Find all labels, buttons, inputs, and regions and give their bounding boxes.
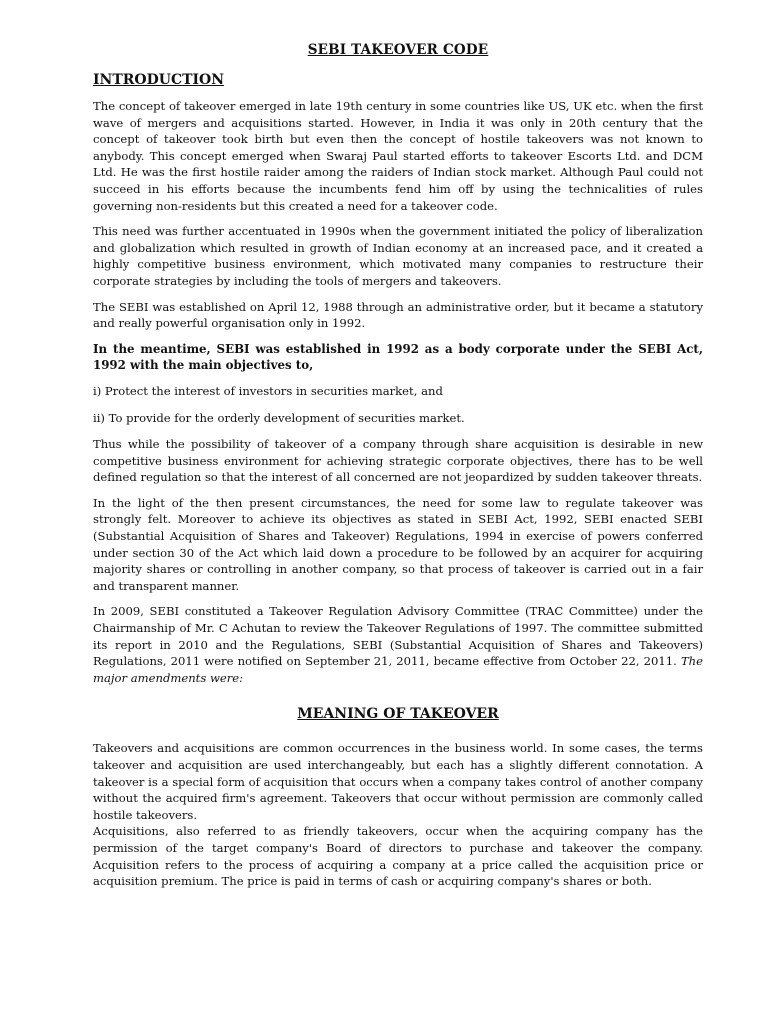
amendments-lead-in: The major amendments were: [93, 654, 704, 685]
intro-paragraph-3: The SEBI was established on April 12, 1988 through an administrative order, but it became a statutory and really powerful organisation only in 1992. [93, 299, 703, 331]
intro-paragraph-6: In the light of the then present circumstances, the need for some law to regulate takeover was strongly felt. Moreover to achieve its objectives as stated in SEBI Act, 1992, SEBI enacted SEBI (Substantial Acquisition of Shares and Takeover) Regulations, 1994 in exercise of powers conferred under section 30 of the Act which laid down a procedure to be followed by an acquirer for acquiring majority shares or controlling in another company, so that process of takeover is carried out in a fair and transparent manner. [93, 495, 703, 593]
introduction-heading: INTRODUCTION [93, 72, 225, 88]
intro-paragraph-1: The concept of takeover emerged in late 19th century in some countries like US, UK etc. when the first wave of mergers and acquisitions started. However, in India it was only in 20th century that the concept of takeover took birth but even then the concept of hostile takeovers was not known to anybody. This concept emerged when Swaraj Paul started efforts to takeover Escorts Ltd. and DCM Ltd. He was the first hostile raider among the raiders of Indian stock market. Although Paul could not succeed in his efforts because the incumbents fend him off by using the technicalities of rules governing non-residents but this created a need for a takeover code. [93, 99, 703, 213]
intro-paragraph-5: Thus while the possibility of takeover of a company through share acquisition is desirable in new competitive business environment for achieving strategic corporate objectives, there has to be well defined regulation so that the interest of all concerned are not jeopardized by sudden takeover threats. [93, 437, 703, 485]
intro-paragraph-7-text: In 2009, SEBI constituted a Takeover Regulation Advisory Committee (TRAC Committee) under the Chairmanship of Mr. C Achutan to review the Takeover Regulations of 1997. The committee submitted its report in 2010 and the Regulations, SEBI (Substantial Acquisition of Shares and Takeovers) Regulations, 2011 were notified on September 21, 2011, became effective from October 22, 2011. [93, 604, 703, 669]
meaning-paragraph-2: Acquisitions, also referred to as friendly takeovers, occur when the acquiring company has the permission of the target company's Board of directors to purchase and takeover the company. Acquisition refers to the process of acquiring a company at a price called the acquisition price or acquisition premium. The price is paid in terms of cash or acquiring company's shares or both. [93, 824, 703, 889]
objective-item-2: ii) To provide for the orderly development of securities market. [93, 410, 465, 425]
intro-paragraph-2: This need was further accentuated in 1990s when the government initiated the policy of liberalization and globalization which resulted in growth of Indian economy at an increased pace, and it created a highly competitive business environment, which motivated many companies to restructure their corporate strategies by including the tools of mergers and takeovers. [93, 224, 703, 288]
intro-paragraph-objectives: In the meantime, SEBI was established in 1992 as a body corporate under the SEBI Act, 1992 with the main objectives to, [93, 341, 703, 373]
objective-item-1: i) Protect the interest of investors in securities market, and [93, 383, 443, 398]
document-title: SEBI TAKEOVER CODE [307, 42, 489, 58]
intro-paragraph-7 [93, 603, 703, 686]
meaning-heading: MEANING OF TAKEOVER [297, 706, 499, 723]
document-page [93, 42, 703, 899]
meaning-paragraph-1: Takeovers and acquisitions are common occurrences in the business world. In some cases, the terms takeover and acquisition are used interchangeably, but each has a slightly different connotation. A takeover is a special form of acquisition that occurs when a company takes control of another company without the acquired firm's agreement. Takeovers that occur without permission are commonly called hostile takeovers. [93, 741, 703, 822]
